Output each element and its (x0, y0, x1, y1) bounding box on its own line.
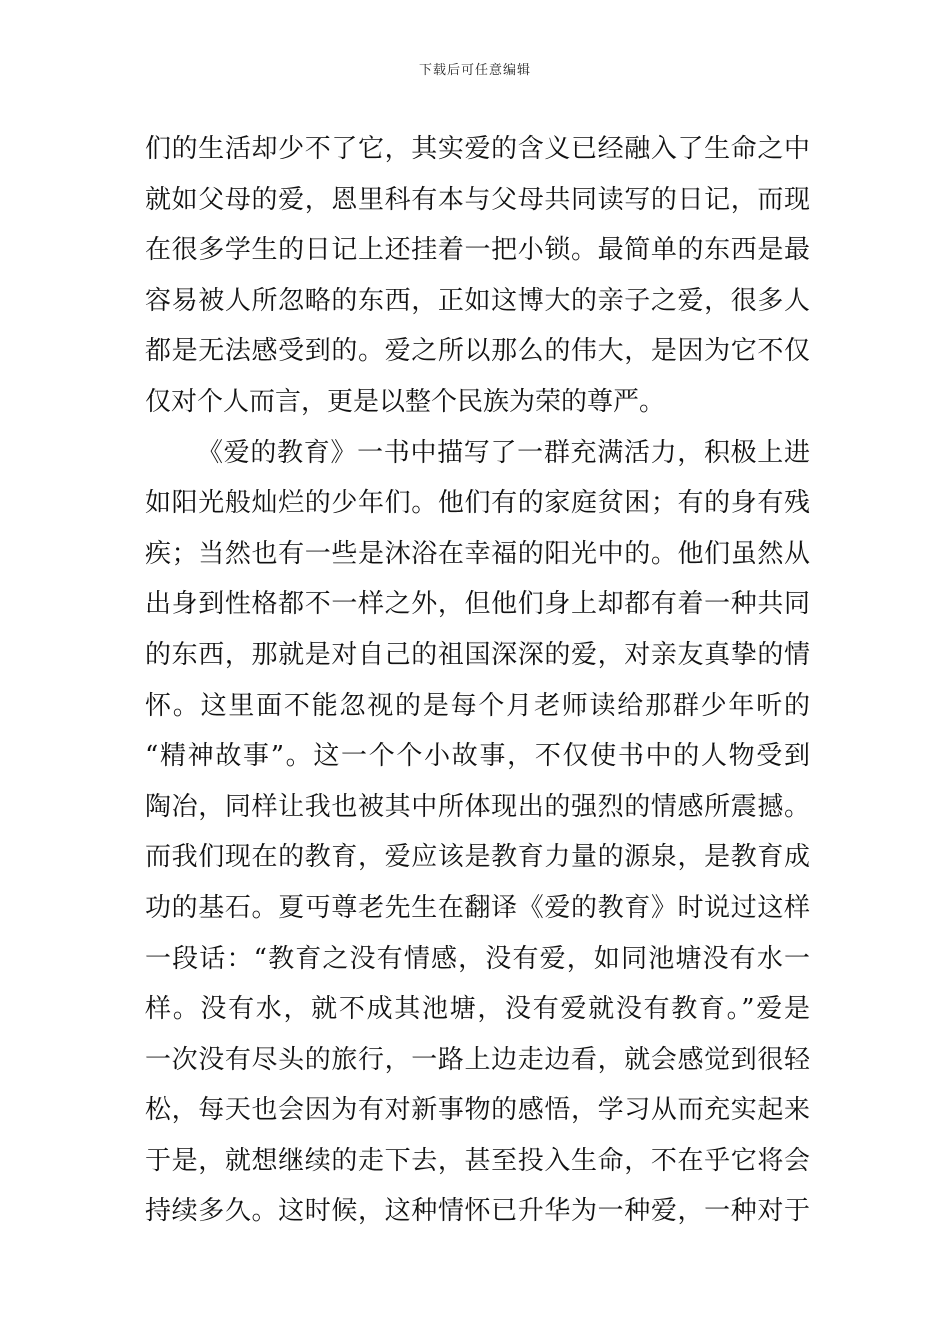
text-line: 在很多学生的日记上还挂着一把小锁。最简单的东西是最 (145, 235, 810, 266)
document-body (145, 124, 810, 1237)
text-line: 的东西，那就是对自己的祖国深深的爱，对亲友真挚的情 (145, 639, 810, 670)
text-line: 们的生活却少不了它，其实爱的含义已经融入了生命之中 (145, 134, 810, 164)
text-line: 松，每天也会因为有对新事物的感悟，学习从而充实起来 (145, 1095, 810, 1126)
text-line: 仅对个人而言，更是以整个民族为荣的尊严。 (145, 386, 666, 417)
text-line: 样。没有水，就不成其池塘，没有爱就没有教育。”爱是 (145, 994, 810, 1025)
text-line: 就如父母的爱，恩里科有本与父母共同读写的日记，而现 (145, 184, 810, 215)
text-line: 疾；当然也有一些是沐浴在幸福的阳光中的。他们虽然从 (145, 538, 810, 569)
text-line: 出身到性格都不一样之外，但他们身上却都有着一种共同 (145, 589, 810, 620)
text-line: 一段话：“教育之没有情感，没有爱，如同池塘没有水一 (145, 943, 810, 974)
text-line: “精神故事”。这一个个小故事，不仅使书中的人物受到 (145, 741, 810, 772)
text-line: 一次没有尽头的旅行，一路上边走边看，就会感觉到很轻 (145, 1044, 810, 1075)
text-line: 容易被人所忽略的东西，正如这博大的亲子之爱，很多人 (145, 285, 810, 316)
text-line: 都是无法感受到的。爱之所以那么的伟大，是因为它不仅 (145, 336, 810, 367)
text-line: 功的基石。夏丏尊老先生在翻译《爱的教育》时说过这样 (145, 892, 810, 923)
text-line: 于是，就想继续的走下去，甚至投入生命，不在乎它将会 (145, 1145, 810, 1176)
page-header-note: 下载后可任意编辑 (418, 63, 531, 78)
text-line: 持续多久。这时候，这种情怀已升华为一种爱，一种对于 (145, 1196, 810, 1227)
text-line: 如阳光般灿烂的少年们。他们有的家庭贫困；有的身有残 (145, 488, 810, 519)
text-line: 陶冶，同样让我也被其中所体现出的强烈的情感所震撼。 (145, 791, 810, 822)
text-line: 而我们现在的教育，爱应该是教育力量的源泉，是教育成 (145, 842, 810, 873)
paragraph-start-line: 《爱的教育》一书中描写了一群充满活力，积极上进 (197, 437, 810, 468)
text-line: 怀。这里面不能忽视的是每个月老师读给那群少年听的 (145, 690, 810, 721)
